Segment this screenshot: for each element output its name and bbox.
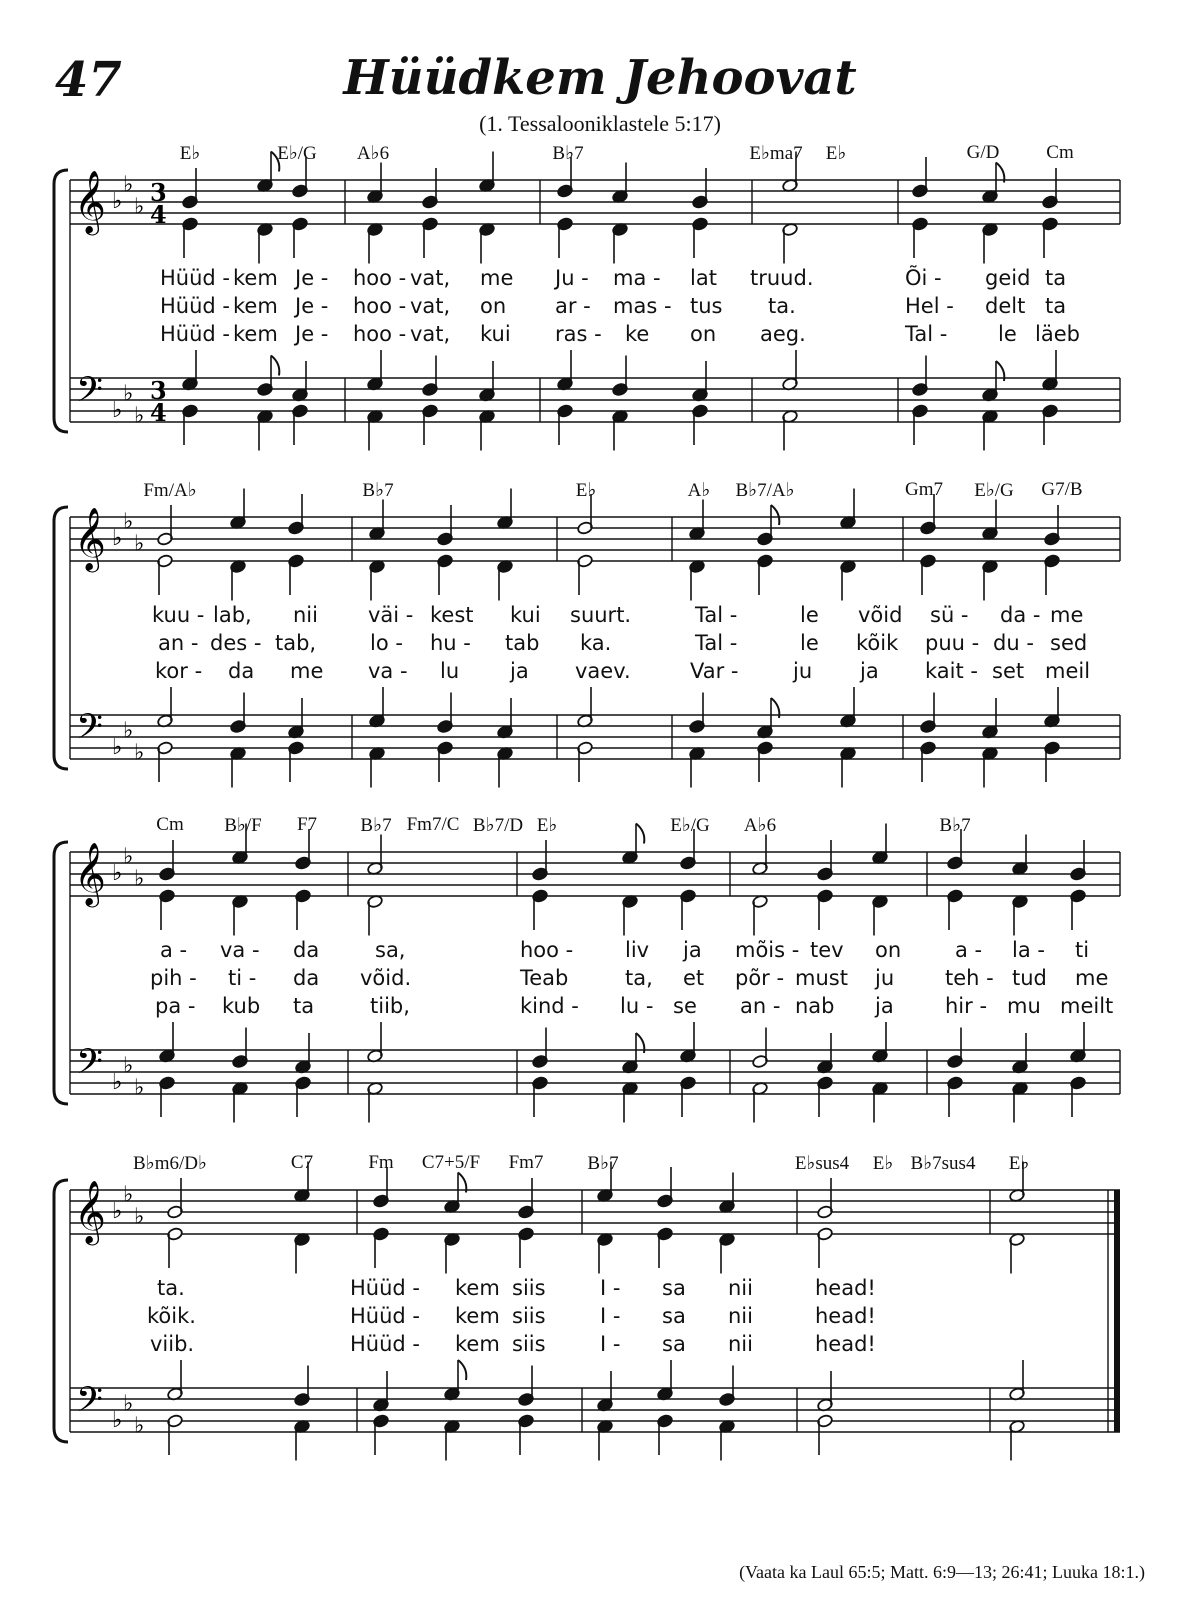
lyric-syllable: me xyxy=(480,266,514,290)
key-signature-flat: ♭ xyxy=(134,403,145,429)
lyric-syllable: tud xyxy=(1012,966,1047,990)
bass-staff xyxy=(70,1388,1120,1432)
chord-symbol: E♭ xyxy=(872,1153,894,1174)
chord-symbol: E♭ xyxy=(536,815,558,836)
key-signature-flat: ♭ xyxy=(123,172,134,198)
lyric-syllable: kuu - xyxy=(152,603,205,627)
key-signature-flat: ♭ xyxy=(112,1070,123,1095)
lyric-syllable: siis xyxy=(512,1304,546,1328)
lyric-syllable: Hüüd - xyxy=(160,294,230,318)
lyric-syllable: nab xyxy=(795,994,835,1018)
note-flag xyxy=(458,1360,466,1380)
lyric-syllable: kõik. xyxy=(147,1304,196,1328)
lyric-syllable: vaev. xyxy=(575,659,631,683)
lyric-syllable: Var - xyxy=(690,659,739,683)
lyric-syllable: la - xyxy=(1012,938,1045,962)
lyric-syllable: nii xyxy=(293,603,318,627)
chord-symbol: E♭ xyxy=(575,480,597,501)
chord-symbol: B♭7 xyxy=(552,143,584,164)
lyric-syllable: kem xyxy=(455,1276,500,1300)
system-bracket xyxy=(54,170,68,432)
lyric-syllable: kem xyxy=(233,266,278,290)
lyric-syllable: Tal - xyxy=(695,631,738,655)
key-signature-flat: ♭ xyxy=(112,1408,123,1433)
lyric-syllable: an - xyxy=(740,994,781,1018)
lyric-syllable: sa xyxy=(662,1276,686,1300)
chord-symbol: B♭7sus4 xyxy=(910,1153,976,1174)
lyric-syllable: mõis - xyxy=(735,938,800,962)
treble-notes xyxy=(159,824,1087,936)
chord-symbol: Fm7 xyxy=(508,1152,544,1173)
treble-staff xyxy=(70,1190,1120,1234)
chord-symbol: E♭/G xyxy=(974,480,1014,501)
lyric-syllable: tev xyxy=(810,938,844,962)
lyric-syllable: Hüüd - xyxy=(350,1304,420,1328)
lyric-syllable: ta xyxy=(1045,294,1067,318)
lyric-syllable: a - xyxy=(955,938,983,962)
system-bracket xyxy=(54,1180,68,1442)
chord-symbol: E♭ xyxy=(825,143,847,164)
lyric-syllable: ju xyxy=(793,659,813,683)
lyric-syllable: hu - xyxy=(430,631,471,655)
lyric-syllable: ta. xyxy=(768,294,796,318)
lyric-syllable: kem xyxy=(233,322,278,346)
lyric-syllable: head! xyxy=(815,1304,876,1328)
lyric-syllable: ta xyxy=(1045,266,1067,290)
lyric-syllable: põr - xyxy=(735,966,785,990)
lyric-syllable: meilt xyxy=(1060,994,1114,1018)
lyric-syllable: nii xyxy=(728,1332,753,1356)
lyric-syllable: da - xyxy=(1000,603,1041,627)
lyric-syllable: Tal - xyxy=(905,322,948,346)
lyric-syllable: kõik xyxy=(856,631,899,655)
lyric-syllable: I - xyxy=(600,1276,621,1300)
lyric-syllable: lat xyxy=(690,266,717,290)
lyric-syllable: on xyxy=(875,938,902,962)
lyric-syllable: kind - xyxy=(520,994,579,1018)
lyric-syllable: väi - xyxy=(368,603,414,627)
lyric-syllable: du - xyxy=(993,631,1034,655)
lyric-syllable: geid xyxy=(985,266,1031,290)
lyric-syllable: tab xyxy=(505,631,540,655)
lyric-syllable: liv xyxy=(625,938,650,962)
bass-staff xyxy=(70,715,1120,759)
lyric-syllable: me xyxy=(1050,603,1084,627)
time-signature-bottom: 4 xyxy=(150,200,167,229)
chord-symbol: Fm7/C xyxy=(406,814,460,835)
lyric-syllable: delt xyxy=(985,294,1026,318)
lyric-syllable: teh - xyxy=(945,966,994,990)
lyric-syllable: võid xyxy=(858,603,903,627)
chord-symbol: G/D xyxy=(966,142,1000,163)
chord-symbol: B♭7/A♭ xyxy=(735,480,795,501)
treble-staff xyxy=(70,180,1120,224)
chord-symbol: B♭7 xyxy=(587,1153,619,1174)
lyric-syllable: tus xyxy=(690,294,723,318)
chord-symbol: E♭ma7 xyxy=(749,143,803,164)
lyric-syllable: nii xyxy=(728,1304,753,1328)
lyric-syllable: kor - xyxy=(155,659,203,683)
key-signature-flat: ♭ xyxy=(112,861,123,886)
chord-symbol: Cm xyxy=(156,814,184,835)
bass-clef: 𝄢 xyxy=(76,706,104,755)
lyric-syllable: Hüüd - xyxy=(350,1332,420,1356)
treble-notes xyxy=(182,152,1059,264)
lyric-syllable: ja xyxy=(875,994,894,1018)
chord-symbol: Cm xyxy=(1046,142,1074,163)
lyric-syllable: va - xyxy=(368,659,408,683)
lyric-syllable: hir - xyxy=(945,994,988,1018)
lyric-syllable: nii xyxy=(728,1276,753,1300)
lyric-syllable: Hüüd - xyxy=(350,1276,420,1300)
chord-symbol: B♭7 xyxy=(939,815,971,836)
lyric-syllable: kui xyxy=(510,603,541,627)
lyric-syllable: sü - xyxy=(930,603,969,627)
treble-clef: 𝄞 xyxy=(74,842,106,905)
lyric-syllable: vat, xyxy=(410,322,451,346)
key-signature-flat: ♭ xyxy=(123,381,134,407)
key-signature-flat: ♭ xyxy=(123,1182,134,1208)
chord-symbol: E♭/G xyxy=(670,815,710,836)
lyric-syllable: Tal - xyxy=(695,603,738,627)
footnote-references: (Vaata ka Laul 65:5; Matt. 6:9—13; 26:41; Luuka 18:1.) xyxy=(739,1562,1145,1582)
lyric-syllable: se xyxy=(673,994,697,1018)
lyric-syllable: ma - xyxy=(613,266,661,290)
note-flag xyxy=(271,356,279,376)
lyric-syllable: et xyxy=(683,966,705,990)
lyric-syllable: ti xyxy=(1075,938,1090,962)
bass-clef: 𝄢 xyxy=(76,1041,104,1090)
lyric-syllable: vat, xyxy=(410,294,451,318)
lyric-syllable: suurt. xyxy=(570,603,632,627)
chord-symbol: E♭ xyxy=(1008,1153,1030,1174)
lyric-syllable: kui xyxy=(480,322,511,346)
time-signature-bottom: 4 xyxy=(150,398,167,427)
lyric-syllable: head! xyxy=(815,1276,876,1300)
lyric-syllable: kem xyxy=(455,1332,500,1356)
hymn-number: 47 xyxy=(55,52,122,108)
lyric-syllable: da xyxy=(228,659,255,683)
key-signature-flat: ♭ xyxy=(123,1053,134,1079)
chord-symbol: E♭/G xyxy=(277,143,317,164)
system-bracket xyxy=(54,507,68,769)
lyric-syllable: Je - xyxy=(295,322,329,346)
lyric-syllable: ja xyxy=(510,659,529,683)
key-signature-flat: ♭ xyxy=(134,194,145,220)
lyric-syllable: Ju - xyxy=(555,266,589,290)
chord-symbol: B♭m6/D♭ xyxy=(133,1153,207,1174)
lyric-syllable: siis xyxy=(512,1276,546,1300)
lyric-syllable: võid. xyxy=(360,966,412,990)
lyric-syllable: va - xyxy=(220,938,260,962)
final-barline-thick xyxy=(1114,1190,1120,1432)
scripture-reference: (1. Tessalooniklastele 5:17) xyxy=(479,111,721,136)
lyric-syllable: sed xyxy=(1050,631,1088,655)
lyric-syllable: on xyxy=(690,322,717,346)
key-signature-flat: ♭ xyxy=(134,866,145,892)
lyric-syllable: kub xyxy=(222,994,261,1018)
lyric-syllable: ti - xyxy=(228,966,257,990)
key-signature-flat: ♭ xyxy=(123,1391,134,1417)
lyric-syllable: da xyxy=(293,938,320,962)
lyric-syllable: pa - xyxy=(155,994,196,1018)
treble-clef: 𝄞 xyxy=(74,507,106,570)
lyric-syllable: kem xyxy=(233,294,278,318)
key-signature-flat: ♭ xyxy=(112,398,123,423)
lyric-syllable: le xyxy=(800,603,819,627)
chord-symbol: G7/B xyxy=(1041,479,1083,500)
lyric-syllable: Hüüd - xyxy=(160,322,230,346)
lyric-syllable: le xyxy=(998,322,1017,346)
time-signature-top: 3 xyxy=(150,376,167,405)
lyric-syllable: pih - xyxy=(150,966,197,990)
lyric-syllable: ta xyxy=(293,994,315,1018)
chord-symbol: Gm7 xyxy=(905,479,943,500)
lyric-syllable: truud. xyxy=(750,266,814,290)
chord-symbol: B♭7 xyxy=(360,815,392,836)
key-signature-flat: ♭ xyxy=(134,1075,145,1101)
key-signature-flat: ♭ xyxy=(112,1199,123,1224)
lyric-syllable: sa xyxy=(662,1332,686,1356)
chord-symbol: C7 xyxy=(290,1152,314,1173)
lyric-syllable: aeg. xyxy=(760,322,806,346)
bass-clef: 𝄢 xyxy=(76,369,104,418)
chord-symbol: A♭6 xyxy=(743,815,777,836)
chord-symbol: A♭6 xyxy=(356,143,390,164)
note-flag xyxy=(771,505,779,525)
lyric-syllable: le xyxy=(800,631,819,655)
chord-symbol: Fm/A♭ xyxy=(143,480,197,501)
lyric-syllable: lu - xyxy=(620,994,654,1018)
key-signature-flat: ♭ xyxy=(123,509,134,535)
lyric-syllable: Je - xyxy=(295,294,329,318)
lyric-syllable: kem xyxy=(455,1304,500,1328)
bass-staff xyxy=(70,1050,1120,1094)
lyric-syllable: me xyxy=(290,659,324,683)
lyric-syllable: me xyxy=(1075,966,1109,990)
lyric-syllable: da xyxy=(293,966,320,990)
chord-symbol: B♭7 xyxy=(362,480,394,501)
lyric-syllable: ar - xyxy=(555,294,591,318)
lyric-syllable: lab, xyxy=(213,603,252,627)
lyric-syllable: ja xyxy=(683,938,702,962)
key-signature-flat: ♭ xyxy=(134,740,145,766)
lyric-syllable: ja xyxy=(860,659,879,683)
hymn-title: Hüüdkem Jehoovat xyxy=(343,50,857,106)
chord-symbol: B♭7/D xyxy=(472,815,524,836)
lyric-syllable: I - xyxy=(600,1304,621,1328)
lyric-syllable: mu xyxy=(1007,994,1041,1018)
lyric-syllable: hoo - xyxy=(353,294,407,318)
lyric-syllable: tiib, xyxy=(370,994,410,1018)
lyric-syllable: puu - xyxy=(925,631,980,655)
lyric-syllable: sa xyxy=(662,1304,686,1328)
treble-staff xyxy=(70,517,1120,561)
key-signature-flat: ♭ xyxy=(134,1204,145,1230)
lyric-syllable: Teab xyxy=(520,966,569,990)
lyric-syllable: lu xyxy=(440,659,460,683)
lyric-syllable: lo - xyxy=(370,631,403,655)
bass-clef: 𝄢 xyxy=(76,1379,104,1428)
key-signature-flat: ♭ xyxy=(112,526,123,551)
lyric-syllable: ta, xyxy=(625,966,653,990)
key-signature-flat: ♭ xyxy=(123,718,134,744)
lyric-syllable: mas - xyxy=(613,294,672,318)
key-signature-flat: ♭ xyxy=(123,844,134,870)
lyric-syllable: hoo - xyxy=(520,938,574,962)
lyric-syllable: Je - xyxy=(295,266,329,290)
lyric-syllable: kest xyxy=(430,603,474,627)
key-signature-flat: ♭ xyxy=(134,531,145,557)
lyric-syllable: an - xyxy=(158,631,199,655)
chord-symbol: A♭ xyxy=(687,480,711,501)
lyric-syllable: sa, xyxy=(375,938,406,962)
lyric-syllable: set xyxy=(992,659,1025,683)
lyric-syllable: siis xyxy=(512,1332,546,1356)
key-signature-flat: ♭ xyxy=(112,189,123,214)
lyric-syllable: kait - xyxy=(925,659,978,683)
bass-staff xyxy=(70,378,1120,422)
lyric-syllable: ka. xyxy=(580,631,612,655)
lyric-syllable: des - xyxy=(210,631,262,655)
time-signature-top: 3 xyxy=(150,178,167,207)
treble-staff xyxy=(70,852,1120,896)
lyric-syllable: must xyxy=(795,966,848,990)
system-bracket xyxy=(54,842,68,1104)
lyric-syllable: ta. xyxy=(157,1276,185,1300)
lyric-syllable: I - xyxy=(600,1332,621,1356)
treble-notes xyxy=(157,489,1061,601)
key-signature-flat: ♭ xyxy=(134,1413,145,1439)
lyric-syllable: meil xyxy=(1045,659,1091,683)
lyric-syllable: läeb xyxy=(1035,322,1080,346)
treble-notes xyxy=(167,1162,1026,1274)
lyric-syllable: vat, xyxy=(410,266,451,290)
lyric-syllable: a - xyxy=(160,938,188,962)
chord-symbol: F7 xyxy=(296,814,318,835)
key-signature-flat: ♭ xyxy=(112,735,123,760)
lyric-syllable: Hel - xyxy=(905,294,954,318)
lyric-syllable: tab, xyxy=(275,631,317,655)
treble-clef: 𝄞 xyxy=(74,1180,106,1243)
treble-clef: 𝄞 xyxy=(74,170,106,233)
lyric-syllable: head! xyxy=(815,1332,876,1356)
lyric-syllable: Hüüd - xyxy=(160,266,230,290)
chord-symbol: Fm xyxy=(368,1152,394,1173)
lyric-syllable: on xyxy=(480,294,507,318)
chord-symbol: E♭sus4 xyxy=(794,1153,850,1174)
chord-symbol: E♭ xyxy=(179,143,201,164)
chord-symbol: B♭/F xyxy=(224,815,262,836)
lyric-syllable: hoo - xyxy=(353,322,407,346)
lyric-syllable: viib. xyxy=(150,1332,195,1356)
lyric-syllable: hoo - xyxy=(353,266,407,290)
lyric-syllable: ju xyxy=(875,966,895,990)
lyric-syllable: ras - xyxy=(555,322,602,346)
lyric-syllable: ke xyxy=(625,322,650,346)
lyric-syllable: Õi - xyxy=(905,266,942,290)
chord-symbol: C7+5/F xyxy=(421,1152,481,1173)
